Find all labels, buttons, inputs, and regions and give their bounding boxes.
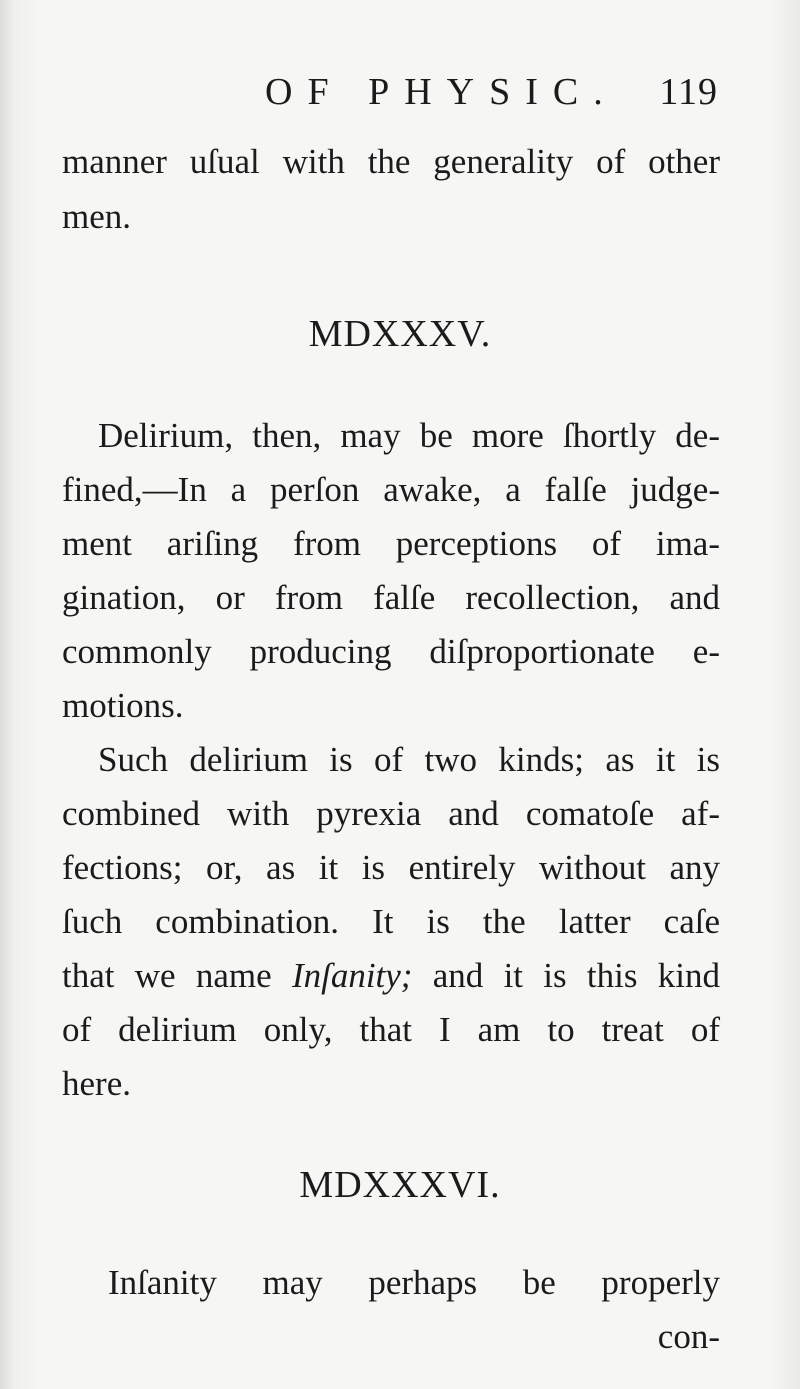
page-header bbox=[60, 62, 720, 122]
text-run: and it is this kind bbox=[412, 956, 720, 995]
page-number: 119 bbox=[659, 71, 718, 113]
text-run: that we name bbox=[62, 956, 292, 995]
text-line: ment ariſing from perceptions of ima- bbox=[62, 524, 720, 563]
text-line: of delirium only, that I am to treat of bbox=[62, 1010, 720, 1049]
section-heading-mdxxxv: MDXXXV. bbox=[308, 313, 492, 355]
text-line: gination, or from falſe recollection, and bbox=[62, 578, 720, 617]
text-line: fined,—In a perſon awake, a falſe judge- bbox=[62, 470, 720, 509]
text-line: manner uſual with the generality of other bbox=[62, 142, 720, 181]
section-heading-mdxxxvi: MDXXXVI. bbox=[299, 1164, 501, 1206]
italic-term-insanity: Inſanity; bbox=[291, 956, 413, 995]
text-line: commonly producing diſproportionate e- bbox=[62, 632, 720, 671]
text-line: men. bbox=[62, 197, 132, 236]
text-line: Inſanity may perhaps be properly bbox=[108, 1263, 720, 1302]
text-line: Delirium, then, may be more ſhortly de- bbox=[98, 416, 720, 455]
running-head: OF PHYSIC. bbox=[265, 71, 618, 113]
catchword: con- bbox=[657, 1317, 720, 1356]
text-line: here. bbox=[62, 1064, 131, 1103]
text-line: motions. bbox=[62, 686, 184, 725]
text-line: ſuch combination. It is the latter caſe bbox=[62, 902, 720, 941]
text-line-with-italic bbox=[62, 949, 720, 1003]
text-line: fections; or, as it is entirely without any bbox=[62, 848, 720, 887]
text-line: combined with pyrexia and comatoſe af- bbox=[62, 794, 720, 833]
text-line: Such delirium is of two kinds; as it is bbox=[98, 740, 720, 779]
